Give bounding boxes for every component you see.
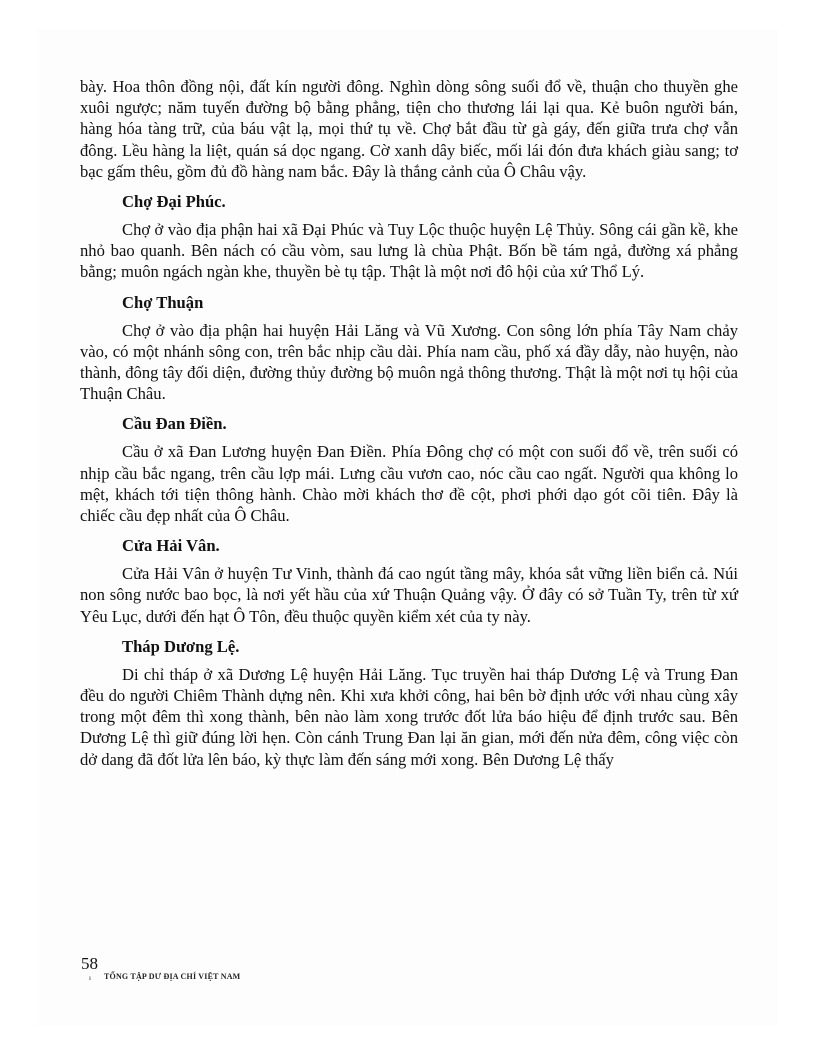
section-heading-cho-thuan: Chợ Thuận — [122, 292, 204, 312]
page-number: 58 — [81, 954, 98, 973]
section-paragraph-cho-dai-phuc: Chợ ở vào địa phận hai xã Đại Phúc và Tuy Lộc thuộc huyện Lệ Thủy. Sông cái gần kề, khe nhỏ bao quanh. Bên nách có cầu vòm, sau lưng là chùa Phật. Bốn bề tám ngả, đường xá phẳng bằng; muôn ngách ngàn khe, thuyền bè tụ tập. Thật là một nơi đô hội của xứ Thổ Lý. — [80, 220, 738, 282]
section-paragraph-cua-hai-van: Cửa Hải Vân ở huyện Tư Vinh, thành đá cao ngút tầng mây, khóa sắt vững liền biển cả. Núi non sông nước bao bọc, là nơi yết hầu của xứ Thuận Quảng vậy. Ở đây có sở Tuần Ty, trên từ xứ Yêu Lục, dưới đến hạt Ô Tôn, đều thuộc quyền kiểm xét của ty này. — [80, 564, 738, 626]
page-footer — [81, 955, 481, 995]
section-heading-cua-hai-van: Cửa Hải Vân. — [122, 536, 220, 556]
section-heading-cau-dan-dien: Cầu Đan Điền. — [122, 414, 227, 434]
section-paragraph-cau-dan-dien: Cầu ở xã Đan Lương huyện Đan Điền. Phía Đông chợ có một con suối đổ về, trên suối có nhịp cầu bắc ngang, trên cầu lợp mái. Lưng cầu vươn cao, nóc cầu cao ngất. Người qua không lo mệt, khách tới tiện thông hành. Chào mời khách thơ đề cột, phơi phới dạo gót cõi tiên. Đây là chiếc cầu đẹp nhất của Ô Châu. — [80, 442, 738, 526]
running-title: TỔNG TẬP DƯ ĐỊA CHÍ VIỆT NAM — [104, 972, 241, 981]
page-number-tick: ı — [89, 974, 91, 982]
section-heading-cho-dai-phuc: Chợ Đại Phúc. — [122, 192, 226, 212]
section-heading-thap-duong-le: Tháp Dương Lệ. — [122, 636, 240, 656]
section-paragraph-cho-thuan: Chợ ở vào địa phận hai huyện Hải Lăng và Vũ Xương. Con sông lớn phía Tây Nam chảy vào, có một nhánh sông con, trên bắc nhịp cầu dài. Phía nam cầu, phố xá đầy dẫy, nào huyện, nào thành, đông tây đối diện, đường thủy đường bộ muôn ngả thông thương. Thật là một nơi tụ hội của Thuận Châu. — [80, 320, 738, 404]
page-body — [80, 76, 738, 770]
section-paragraph-thap-duong-le: Di chỉ tháp ở xã Dương Lệ huyện Hải Lăng. Tục truyền hai tháp Dương Lệ và Trung Đan đều do người Chiêm Thành dựng nên. Khi xưa khởi công, hai bên bờ định ước với nhau cùng xây trong một đêm thì xong thành, bên nào làm xong trước đốt lửa báo hiệu để định trước sau. Bên Dương Lệ thì giữ đúng lời hẹn. Còn cánh Trung Đan lại ăn gian, mới đến nửa đêm, công việc còn dở dang đã đốt lửa lên báo, kỳ thực làm đến sáng mới xong. Bên Dương Lệ thấy — [80, 664, 738, 769]
intro-paragraph: bày. Hoa thôn đồng nội, đất kín người đông. Nghìn dòng sông suối đổ về, thuận cho thuyền ghe xuôi ngược; năm tuyến đường bộ bằng phẳng, tiện cho thương lái lại qua. Kẻ buôn người bán, hàng hóa tàng trữ, của báu vật lạ, mọi thứ tụ về. Chợ bắt đầu từ gà gáy, đến giữa trưa chợ vẫn đông. Lều hàng la liệt, quán sá dọc ngang. Cờ xanh dây biếc, mối lái đón đưa khách giàu sang; tơ bạc gấm thêu, gồm đủ đồ hàng nam bắc. Đây là thắng cảnh của Ô Châu vậy. — [80, 77, 738, 181]
